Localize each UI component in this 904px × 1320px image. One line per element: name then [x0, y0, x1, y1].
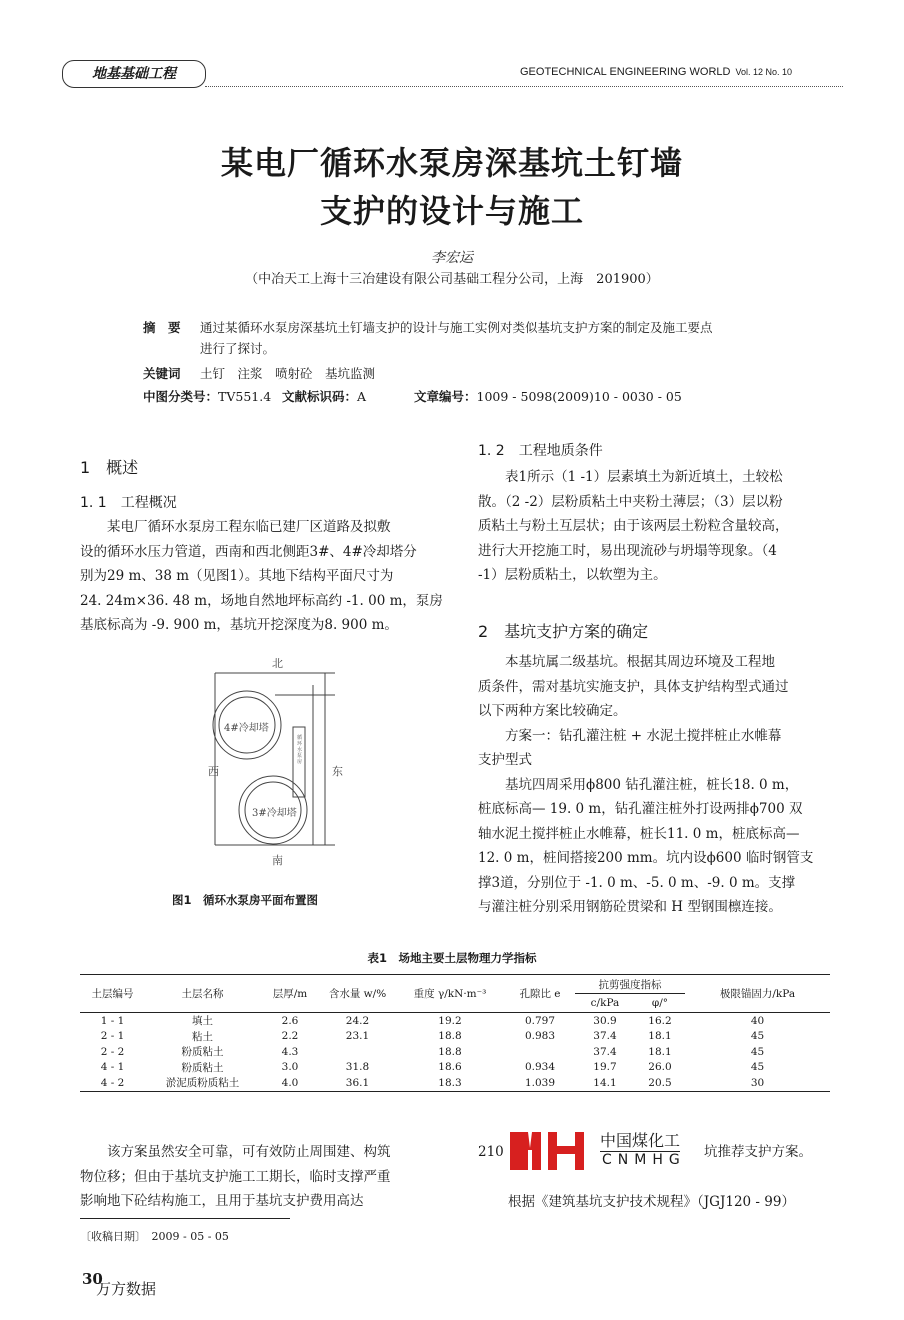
- abstract-line-2: 进行了探讨。: [200, 341, 276, 356]
- wanfang-data: 万方数据: [96, 1280, 157, 1298]
- table-row: 4 - 2 淤泥质粉质粘土 4.0 36.1 18.3 1.039 14.1 20.5 30: [100, 1076, 765, 1090]
- title-line-2: 支护的设计与施工: [319, 192, 584, 230]
- section-1-1-heading: 1. 1 工程概况: [80, 495, 177, 511]
- abstract-label: 摘 要: [143, 320, 181, 335]
- th-shear-strength: 抗剪强度指标: [575, 975, 685, 994]
- label-tower-4: 4#冷却塔: [224, 723, 269, 734]
- table-row: 2 - 2 粉质粘土 4.3 18.8 37.4 18.1 45: [100, 1045, 765, 1059]
- paragraph-recommended: 坑推荐支护方案。: [704, 1144, 812, 1160]
- th-friction-angle: φ/°: [635, 994, 685, 1013]
- figure-1-layout-plan: [195, 655, 355, 870]
- paragraph-overview: 某电厂循环水泵房工程东临已建厂区道路及拟敷 设的循环水压力管道，西南和西北侧距3#、4#冷却塔分 别为29 m、38 m（见图1）。其地下结构平面尺寸为 24. 24m×36. 48 m，场地自然地坪标高约 -1. 00 m，泵房 基底标高为 -9. 900 m，基坑开挖深度为8. 900 m。: [80, 519, 443, 633]
- article-number: 文章编号：1009 - 5098(2009)10 - 0030 - 05: [414, 389, 682, 404]
- watermark-logo-icon: [508, 1126, 594, 1172]
- section-1-heading: 1 概述: [80, 458, 139, 477]
- keywords-label: 关键词: [143, 366, 181, 381]
- table-1-caption: 表1 场地主要土层物理力学指标: [367, 951, 537, 965]
- affiliation: （中冶天工上海十三冶建设有限公司基础工程分公司，上海 201900）: [245, 272, 659, 287]
- document-code: 文献标识码：A: [282, 389, 367, 404]
- label-north: 北: [272, 657, 283, 670]
- th-layer-name: 土层名称: [145, 975, 260, 1013]
- watermark-en-text: CNMHG: [602, 1152, 686, 1168]
- th-cohesion: c/kPa: [575, 994, 635, 1013]
- received-date: 〔收稿日期〕 2009 - 05 - 05: [80, 1230, 229, 1243]
- abstract-line-1: 通过某循环水泵房深基坑土钉墙支护的设计与施工实例对类似基坑支护方案的制定及施工要点: [200, 320, 713, 335]
- table-row: 1 - 1 填土 2.6 24.2 19.2 0.797 30.9 16.2 40: [100, 1014, 765, 1028]
- section-1-2-heading: 1. 2 工程地质条件: [478, 443, 603, 459]
- page-number: 30: [82, 1270, 103, 1288]
- table-row: 4 - 1 粉质粘土 3.0 31.8 18.6 0.934 19.7 26.0 45: [100, 1061, 765, 1074]
- table-1: [80, 974, 830, 1092]
- th-water-content: 含水量 w/%: [320, 975, 395, 1013]
- watermark-cn-text: 中国煤化工: [600, 1128, 680, 1152]
- th-bond-strength: 极限锚固力/kPa: [685, 975, 830, 1013]
- figure-1-caption: 图1 循环水泵房平面布置图: [172, 893, 319, 907]
- label-east: 东: [332, 765, 343, 778]
- label-tower-3: 3#冷却塔: [252, 808, 297, 819]
- volume-info: Vol. 12 No. 10: [735, 67, 792, 77]
- header-divider: [205, 86, 843, 87]
- th-thickness: 层厚/m: [260, 975, 320, 1013]
- paragraph-geology: 表1所示（1 -1）层素填土为新近填土，土较松 散。（2 -2）层粉质粘土中夹粉土薄层；（3）层以粉 质粘土与粉土互层状；由于该两层土粉粒含量较高， 进行大开挖施工时，易出现流砂与坍塌等现象。（4 -1）层粉质粘土，以软塑为主。: [478, 469, 789, 583]
- clc-number: 中图分类号：TV551.4: [143, 389, 272, 404]
- paragraph-scheme-evaluation: 该方案虽然安全可靠，可有效防止周围建、构筑 物位移；但由于基坑支护施工工期长，临时支撑严重 影响地下砼结构施工，且用于基坑支护费用高达: [80, 1144, 391, 1209]
- paragraph-scheme-intro: 本基坑属二级基坑。根据其周边环境及工程地 质条件，需对基坑实施支护，具体支护结构型式通过 以下两种方案比较确定。 方案一：钻孔灌注桩 + 水泥土搅拌桩止水帷幕 支护型式 基坑四周采用ϕ800 钻孔灌注桩，桩长18. 0 m， 桩底标高— 19. 0 m，钻孔灌注桩外打设两排ϕ700 双 轴水泥土搅拌桩止水帷幕，桩长11. 0 m，桩底标高— 12. 0 m，桩间搭接200 mm。坑内设ϕ600 临时钢管支 撑3道，分别位于 -1. 0 m、-5. 0 m、-9. 0 m。支撑 与灌注桩分别采用钢筋砼贯梁和 H 型钢围檩连接。: [478, 654, 814, 915]
- label-pump-house: 循环水泵房: [297, 735, 303, 765]
- author: 李宏运: [431, 250, 473, 266]
- table-row: 2 - 1 粘土 2.2 23.1 18.8 0.983 37.4 18.1 45: [100, 1030, 765, 1043]
- section-2-heading: 2 基坑支护方案的确定: [478, 622, 649, 641]
- title-line-1: 某电厂循环水泵房深基坑土钉墙: [220, 144, 683, 182]
- journal-logo: 地基基础工程: [62, 60, 206, 88]
- label-south: 南: [272, 854, 283, 867]
- th-unit-weight: 重度 γ/kN·m⁻³: [395, 975, 505, 1013]
- table-1-body: [80, 1013, 830, 1092]
- paragraph-spec-reference: 根据《建筑基坑支护技术规程》（JGJ120 - 99）: [508, 1194, 795, 1210]
- keywords-text: 土钉 注浆 喷射砼 基坑监测: [200, 366, 376, 381]
- th-layer-no: 土层编号: [80, 975, 145, 1013]
- th-void-ratio: 孔隙比 e: [505, 975, 575, 1013]
- label-west: 西: [208, 765, 219, 778]
- journal-name: GEOTECHNICAL ENGINEERING WORLD Vol. 12 No. 10: [520, 66, 792, 78]
- footnote-rule: [80, 1218, 290, 1219]
- paragraph-cost-prefix: 210: [478, 1144, 504, 1160]
